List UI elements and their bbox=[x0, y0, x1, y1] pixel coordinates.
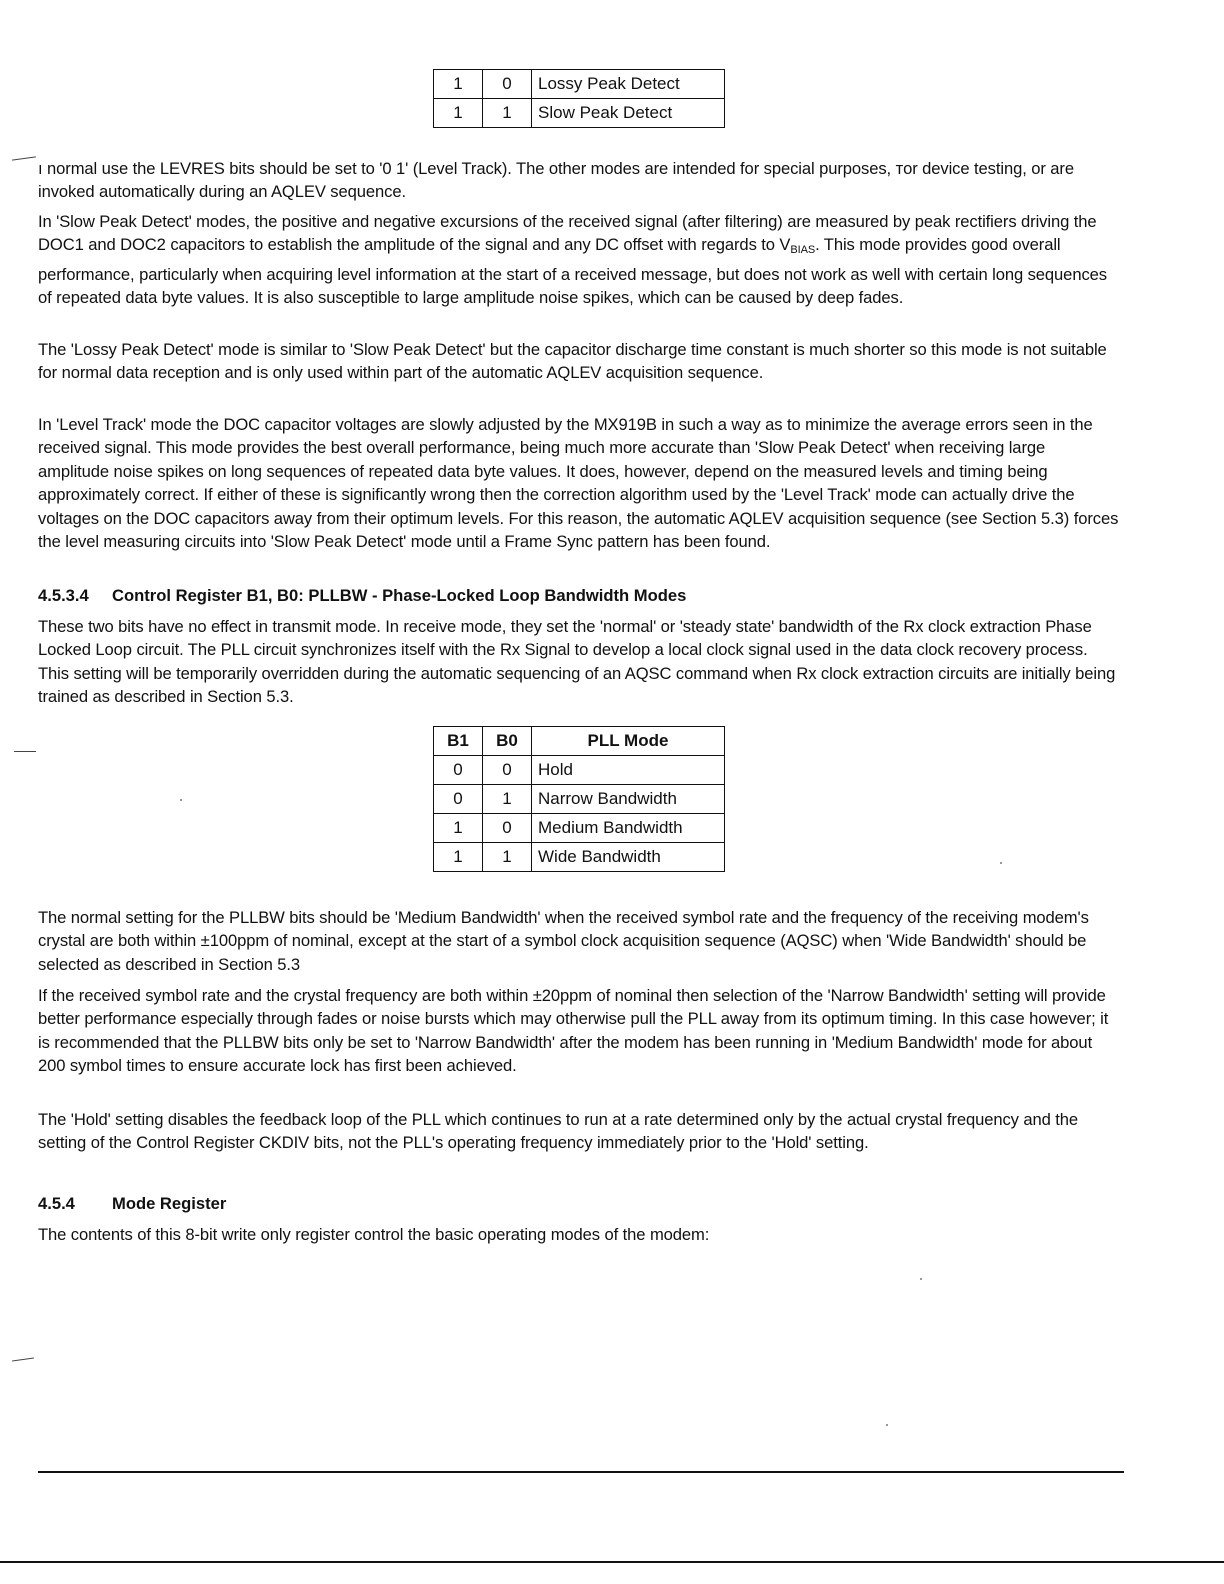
paragraph-normal-pllbw-setting: The normal setting for the PLLBW bits should be 'Medium Bandwidth' when the received symbol rate and the frequency of the receiving modem's crystal are both within ±100ppm of nominal, except at the start of a symbol clock acquisition sequence (AQSC) when 'Wide Bandwidth' should be selected as described in Section 5.3 bbox=[38, 908, 1089, 974]
table-row bbox=[434, 785, 725, 814]
b1-cell: 1 bbox=[434, 843, 483, 872]
mode-cell: Hold bbox=[532, 756, 725, 785]
footer-rule bbox=[38, 1471, 1124, 1473]
b1-cell: 1 bbox=[434, 70, 483, 99]
table-row bbox=[434, 843, 725, 872]
table-row bbox=[434, 756, 725, 785]
scan-speck bbox=[1000, 862, 1002, 864]
scan-speck bbox=[886, 1424, 888, 1426]
paragraph-text: In 'Slow Peak Detect' modes, the positive and negative excursions of the received signal (after filtering) are measured by peak rectifiers driving the DOC1 and DOC2 capacitors to establish the amplitude of the signal and any DC offset with regards to V bbox=[38, 212, 1097, 255]
b1-cell: 1 bbox=[434, 99, 483, 128]
b0-cell: 0 bbox=[483, 70, 532, 99]
mode-cell: Wide Bandwidth bbox=[532, 843, 725, 872]
paragraph-lossy-peak-detect: The 'Lossy Peak Detect' mode is similar to 'Slow Peak Detect' but the capacitor discharge time constant is much shorter so this mode is not suitable for normal data reception and is only used within part of the automatic AQLEV acquisition sequence. bbox=[38, 340, 1107, 383]
b1-cell: 1 bbox=[434, 814, 483, 843]
b0-cell: 1 bbox=[483, 785, 532, 814]
paragraph-pllbw-description: These two bits have no effect in transmit mode. In receive mode, they set the 'normal' or 'steady state' bandwidth of the Rx clock extraction Phase Locked Loop circuit. The PLL circuit synchronizes itself with the Rx Signal to develop a local clock signal used in the data clock recovery process. This setting will be temporarily overridden during the automatic sequencing of an AQSC command when Rx clock extraction circuits are initially being trained as described in Section 5.3. bbox=[38, 617, 1116, 707]
section-heading-4-5-3-4 bbox=[38, 585, 686, 607]
paragraph-narrow-bandwidth: If the received symbol rate and the crystal frequency are both within ±20ppm of nominal then selection of the 'Narrow Bandwidth' setting will provide better performance especially through fades or noise bursts which may otherwise pull the PLL away from its optimum timing. In this case however; it is recommended that the PLLBW bits only be set to 'Narrow Bandwidth' after the modem has been running in 'Medium Bandwidth' mode for about 200 symbol times to ensure accurate lock has first been achieved. bbox=[38, 986, 1109, 1076]
table-row bbox=[434, 814, 725, 843]
mode-cell: Medium Bandwidth bbox=[532, 814, 725, 843]
table-row bbox=[434, 70, 725, 99]
section-title: Control Register B1, B0: PLLBW - Phase-Locked Loop Bandwidth Modes bbox=[112, 586, 687, 605]
levres-table-continuation bbox=[433, 69, 725, 128]
b0-cell: 1 bbox=[483, 843, 532, 872]
column-header-b0: B0 bbox=[483, 727, 532, 756]
paragraph-level-track: In 'Level Track' mode the DOC capacitor voltages are slowly adjusted by the MX919B in such a way as to minimize the average errors seen in the received signal. This mode provides the best overall performance, being much more accurate than 'Slow Peak Detect' when receiving large amplitude noise spikes on long sequences of repeated data byte values. It does, however, depend on the measured levels and timing being approximately correct. If either of these is significantly wrong then the correction algorithm used by the 'Level Track' mode can actually drive the voltages on the DOC capacitors away from their optimum levels. For this reason, the automatic AQLEV acquisition sequence (see Section 5.3) forces the level measuring circuits into 'Slow Peak Detect' mode until a Frame Sync pattern has been found. bbox=[38, 415, 1119, 552]
table-row bbox=[434, 99, 725, 128]
section-title: Mode Register bbox=[112, 1194, 227, 1213]
pll-mode-table bbox=[433, 726, 725, 872]
b0-cell: 0 bbox=[483, 756, 532, 785]
mode-cell: Narrow Bandwidth bbox=[532, 785, 725, 814]
b1-cell: 0 bbox=[434, 785, 483, 814]
paragraph-mode-register: The contents of this 8-bit write only register control the basic operating modes of the modem: bbox=[38, 1225, 710, 1244]
section-number: 4.5.3.4 bbox=[38, 586, 89, 605]
table-header-row bbox=[434, 727, 725, 756]
mode-cell: Slow Peak Detect bbox=[532, 99, 725, 128]
scan-mark bbox=[14, 751, 36, 752]
scan-mark bbox=[12, 1357, 34, 1361]
section-heading-4-5-4 bbox=[38, 1193, 226, 1215]
paragraph-slow-peak-detect bbox=[38, 210, 1120, 310]
scan-speck bbox=[920, 1278, 922, 1280]
b0-cell: 1 bbox=[483, 99, 532, 128]
paragraph-text: . This mode provides good overall performance, particularly when acquiring level information at the start of a received message, but does not work as well with certain long sequences of repeated data byte values. It is also susceptible to large amplitude noise spikes, which can be caused by deep fades. bbox=[38, 235, 1107, 308]
paragraph-hold-setting: The 'Hold' setting disables the feedback loop of the PLL which continues to run at a rate determined only by the actual crystal frequency and the setting of the Control Register CKDIV bits, not the PLL's operating frequency immediately prior to the 'Hold' setting. bbox=[38, 1110, 1079, 1153]
section-number: 4.5.4 bbox=[38, 1194, 75, 1213]
scan-mark bbox=[12, 156, 36, 161]
scan-speck bbox=[180, 799, 182, 801]
column-header-pll-mode: PLL Mode bbox=[532, 727, 725, 756]
page-bottom-edge bbox=[0, 1561, 1224, 1563]
mode-cell: Lossy Peak Detect bbox=[532, 70, 725, 99]
b1-cell: 0 bbox=[434, 756, 483, 785]
paragraph-levres-normal-use: ı normal use the LEVRES bits should be set to '0 1' (Level Track). The other modes are intended for special purposes, тor device testing, or are invoked automatically during an AQLEV sequence. bbox=[38, 159, 1074, 202]
vbias-subscript: BIAS bbox=[790, 244, 816, 257]
b0-cell: 0 bbox=[483, 814, 532, 843]
column-header-b1: B1 bbox=[434, 727, 483, 756]
